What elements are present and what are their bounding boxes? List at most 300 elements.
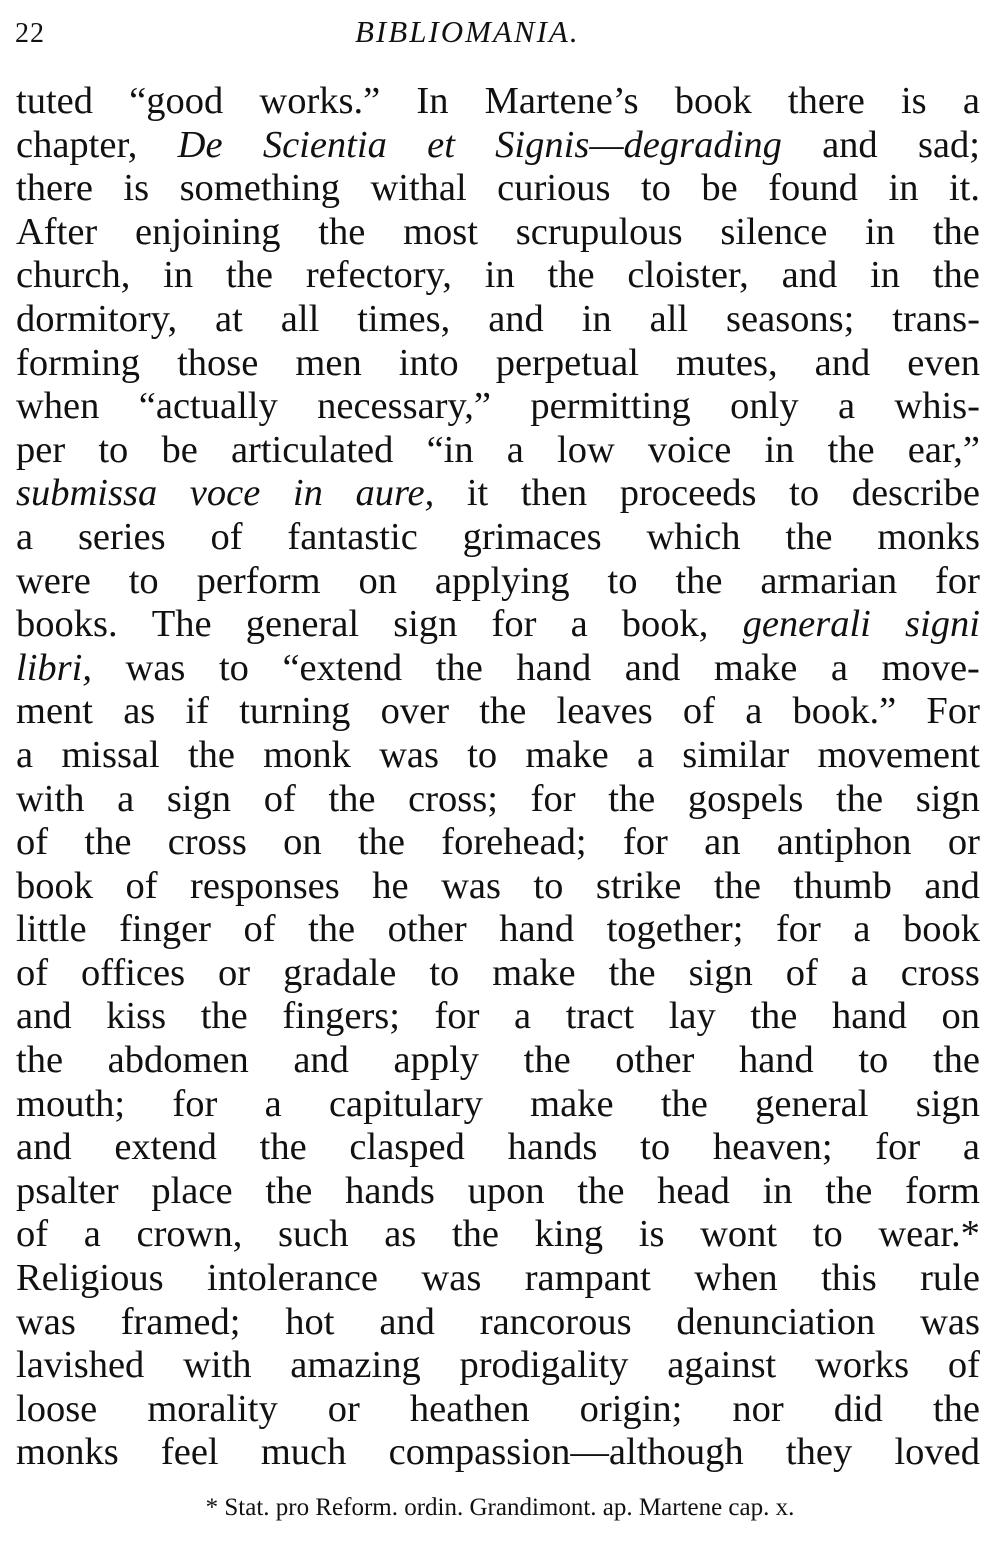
word: gospels (687, 777, 804, 820)
word: in (764, 428, 795, 471)
word: for (434, 995, 480, 1038)
word: voce (189, 472, 261, 515)
word: or (947, 821, 980, 864)
word: In (416, 80, 449, 122)
word: loose (16, 1387, 98, 1430)
word: monks (16, 1431, 119, 1474)
word: it (466, 472, 489, 515)
word: sign (915, 777, 980, 820)
word: book (674, 80, 752, 122)
word: a (636, 733, 655, 776)
word: series (77, 515, 166, 558)
word: a (962, 80, 980, 122)
word: hands (507, 1126, 598, 1169)
word: head (657, 1169, 730, 1212)
word: lay (668, 995, 716, 1038)
word: in (292, 472, 323, 515)
word: perform (196, 559, 321, 602)
word: aure (355, 472, 425, 515)
text-line (16, 1170, 980, 1214)
word: forming (16, 341, 141, 384)
word: and (624, 646, 681, 689)
word: denunciation (676, 1300, 876, 1343)
word: a (506, 428, 524, 471)
text-line (16, 778, 980, 822)
word: if (185, 690, 209, 733)
word: sad; (917, 123, 980, 166)
word: much (260, 1431, 347, 1474)
text-line (16, 1388, 980, 1432)
word: with (183, 1344, 252, 1387)
word: responses (190, 864, 340, 907)
word: or (218, 951, 251, 994)
word: be (701, 167, 738, 210)
word: something (179, 167, 340, 210)
word: feel (160, 1431, 219, 1474)
word: rule (920, 1257, 980, 1300)
word: to (218, 646, 249, 689)
word: finger (119, 908, 212, 951)
word: of (243, 908, 276, 951)
word: “actually (138, 385, 278, 428)
text-line (16, 865, 980, 909)
word: a (962, 1126, 980, 1169)
word: hands (345, 1169, 435, 1212)
word: sign (688, 951, 753, 994)
word: move- (881, 646, 980, 689)
word: of (682, 690, 715, 733)
word: the (547, 254, 595, 297)
word: applying (434, 559, 570, 602)
word: heaven; (712, 1126, 833, 1169)
body-text (16, 80, 980, 1475)
word: the (827, 428, 875, 471)
word: and (379, 1300, 435, 1343)
text-line (16, 1431, 980, 1475)
word: this (821, 1257, 877, 1300)
word: permitting (530, 385, 691, 428)
text-line (16, 952, 980, 996)
word: to (429, 951, 460, 994)
word: for (491, 603, 537, 646)
word: for (622, 821, 668, 864)
word: of (16, 951, 49, 994)
word: voice (647, 428, 732, 471)
word: a (853, 908, 871, 951)
word: all (649, 297, 689, 340)
text-line (16, 603, 980, 647)
word: works.” (259, 80, 381, 122)
word: the (357, 821, 405, 864)
text-line (16, 342, 980, 386)
word: in (865, 210, 896, 253)
word: a (264, 1082, 282, 1125)
word: when (694, 1257, 778, 1300)
word: nor (732, 1387, 784, 1430)
word: withal (370, 167, 467, 210)
word: crown, (136, 1213, 243, 1256)
word: he (372, 864, 409, 907)
word: as (123, 690, 156, 733)
word: to (467, 733, 498, 776)
word: hand (516, 646, 592, 689)
word: silence (720, 210, 828, 253)
word: generali (742, 603, 871, 646)
word: amazing (290, 1344, 421, 1387)
word: the (675, 559, 723, 602)
word: hot (285, 1300, 335, 1343)
word: abdomen (107, 1039, 249, 1082)
word: other (387, 908, 467, 951)
word: similar (682, 733, 790, 776)
word: as (384, 1213, 417, 1256)
word: the (265, 1169, 313, 1212)
running-header (15, 14, 980, 54)
word: to (789, 472, 820, 515)
word: in (870, 254, 901, 297)
word: whis- (894, 385, 980, 428)
word: and (16, 995, 72, 1038)
word: book, (621, 603, 709, 646)
text-line (16, 1126, 980, 1170)
word: low (557, 428, 615, 471)
word: rampant (524, 1257, 651, 1300)
word: monks (877, 515, 980, 558)
word: to (812, 1213, 843, 1256)
word: and (822, 123, 878, 166)
word: of (263, 777, 296, 820)
text-line (16, 908, 980, 952)
word: of (16, 821, 49, 864)
word: Scientia (262, 123, 387, 166)
word: is (123, 167, 150, 210)
word: of (16, 1213, 49, 1256)
running-title: BIBLIOMANIA. (355, 14, 580, 49)
word: curious (497, 167, 611, 210)
word: men (295, 341, 362, 384)
word: prodigality (459, 1344, 629, 1387)
word: to (128, 559, 159, 602)
text-line (16, 298, 980, 342)
word: is (900, 80, 927, 122)
word: tract (565, 995, 635, 1038)
text-line (16, 647, 980, 691)
word: apply (393, 1039, 480, 1082)
word: was (421, 1257, 482, 1300)
word: kiss (106, 995, 167, 1038)
word: and (293, 1039, 349, 1082)
text-line (16, 1039, 980, 1083)
word: then (520, 472, 588, 515)
word: heathen (409, 1387, 530, 1430)
word: make (525, 733, 609, 776)
word: such (277, 1213, 349, 1256)
word: book (902, 908, 980, 951)
word: form (905, 1169, 980, 1212)
word: a (850, 951, 868, 994)
word: was (920, 1300, 980, 1343)
word: grimaces (462, 515, 602, 558)
word: a (16, 515, 34, 558)
word: clasped (349, 1126, 465, 1169)
word: the (932, 254, 980, 297)
word: “in (426, 428, 474, 471)
word: antiphon (776, 821, 912, 864)
word: framed; (120, 1300, 241, 1343)
word: After (16, 210, 98, 253)
word: cloister, (627, 254, 749, 297)
word: the (608, 777, 656, 820)
text-line (16, 211, 980, 255)
word: —degrading (589, 123, 782, 166)
word: “good (129, 80, 224, 122)
word: the (225, 254, 274, 297)
word: thumb (793, 864, 892, 907)
word: in (163, 254, 194, 297)
word: ment (16, 690, 93, 733)
word: make (713, 646, 798, 689)
word: The (151, 603, 212, 646)
text-line (16, 1344, 980, 1388)
word: dormitory, (16, 297, 178, 340)
word: signi (905, 603, 980, 646)
word: the (785, 515, 833, 558)
word: mutes, (676, 341, 778, 384)
word: or (327, 1387, 360, 1430)
word: was (441, 864, 501, 907)
word: turning (239, 690, 351, 733)
word: loved (894, 1431, 980, 1474)
word: enjoining (135, 210, 281, 253)
word: to (640, 1126, 671, 1169)
word: the (608, 951, 656, 994)
word: on (283, 821, 322, 864)
word: for (775, 908, 821, 951)
word: on (358, 559, 397, 602)
text-line (16, 560, 980, 604)
word: proceeds (619, 472, 757, 515)
word: necessary,” (317, 385, 491, 428)
word: the (435, 646, 483, 689)
word: did (833, 1387, 883, 1430)
word: place (151, 1169, 233, 1212)
word: of (125, 864, 158, 907)
word: the (328, 777, 376, 820)
word: in (888, 167, 919, 210)
word: on (941, 995, 980, 1038)
word: mouth; (16, 1082, 126, 1125)
word: armarian (760, 559, 898, 602)
word: the (932, 1387, 980, 1430)
word: of (947, 1344, 980, 1387)
word: over (380, 690, 450, 733)
word: psalter (16, 1169, 119, 1212)
word: upon (467, 1169, 545, 1212)
text-line (16, 1257, 980, 1301)
word: wont (700, 1213, 778, 1256)
word: the (523, 1039, 571, 1082)
word: was (16, 1300, 76, 1343)
word: an (704, 821, 741, 864)
word: the (932, 1039, 980, 1082)
word: make (530, 1082, 614, 1125)
text-line (16, 385, 980, 429)
word: the (451, 1213, 499, 1256)
word: intolerance (207, 1257, 379, 1300)
word: seasons; (726, 297, 855, 340)
word: the (308, 908, 356, 951)
word: the (825, 1169, 873, 1212)
word: the (84, 821, 132, 864)
word: describe (851, 472, 980, 515)
word: to (640, 167, 671, 210)
word: a (745, 690, 763, 733)
text-line (16, 1213, 980, 1257)
word: only (730, 385, 799, 428)
word: Martene’s (484, 80, 639, 122)
word: For (926, 690, 980, 733)
word: cross (900, 951, 980, 994)
text-line (16, 429, 980, 473)
word: rancorous (479, 1300, 632, 1343)
word: and (814, 341, 871, 384)
text-line (16, 821, 980, 865)
word: and (924, 864, 980, 907)
word: even (907, 341, 980, 384)
word: scrupulous (515, 210, 683, 253)
word: they (785, 1431, 853, 1474)
word: to (858, 1039, 889, 1082)
word: and (488, 297, 544, 340)
word: when (16, 385, 100, 428)
page-number: 22 (15, 18, 45, 49)
word: the (479, 690, 527, 733)
word: gradale (283, 951, 397, 994)
word: libri (16, 646, 83, 689)
word: refectory, (305, 254, 452, 297)
word: fantastic (287, 515, 418, 558)
word: to (98, 428, 129, 471)
word: the (750, 995, 798, 1038)
word: at (215, 297, 243, 340)
word: wear.* (878, 1213, 980, 1256)
word: little (16, 908, 87, 951)
word: hand (832, 995, 907, 1038)
word: strike (595, 864, 682, 907)
word: articulated (230, 428, 394, 471)
word: hand (499, 908, 575, 951)
text-line (16, 124, 980, 168)
word: there (16, 167, 93, 210)
word: cross (167, 821, 247, 864)
word: the (259, 1126, 307, 1169)
word: cross; (408, 777, 498, 820)
word: king (534, 1213, 604, 1256)
word: in (581, 297, 612, 340)
word: in (762, 1169, 793, 1212)
text-line (16, 734, 980, 778)
word: movement (817, 733, 980, 776)
word: times, (357, 297, 451, 340)
word: the (836, 777, 884, 820)
word: all (280, 297, 320, 340)
word: offices (81, 951, 186, 994)
word: church, (16, 254, 131, 297)
text-line (16, 472, 980, 516)
word: Signis (495, 123, 590, 166)
text-line (16, 80, 980, 124)
word: et (427, 123, 455, 166)
word: be (161, 428, 198, 471)
word: monk (263, 733, 351, 776)
word: to (533, 864, 564, 907)
footnote: * Stat. pro Reform. ordin. Grandimont. ap. Martene cap. x. (205, 1494, 795, 1521)
word: lavished (16, 1344, 145, 1387)
word: the (16, 1039, 64, 1082)
word: the (660, 1082, 708, 1125)
word: books. (16, 603, 118, 646)
word: trans- (892, 297, 980, 340)
text-line (16, 1301, 980, 1345)
word: and (781, 254, 838, 297)
word: De (177, 123, 223, 166)
word: works (815, 1344, 910, 1387)
word: together; (606, 908, 744, 951)
word: make (492, 951, 576, 994)
word: the (318, 210, 366, 253)
word: fingers; (282, 995, 400, 1038)
word: the (713, 864, 761, 907)
word: perpetual (495, 341, 639, 384)
word: of (210, 515, 243, 558)
word: is (638, 1213, 665, 1256)
word: other (615, 1039, 695, 1082)
text-line (16, 254, 980, 298)
word: chapter, (16, 123, 138, 166)
word: a (514, 995, 532, 1038)
word: a (830, 646, 848, 689)
word: morality (147, 1387, 278, 1430)
word: submissa (16, 472, 158, 515)
word: , (82, 646, 92, 689)
word: a (117, 777, 135, 820)
word: sign (915, 1082, 980, 1125)
word: hand (738, 1039, 814, 1082)
text-line (16, 690, 980, 734)
word: which (646, 515, 741, 558)
word: were (16, 559, 91, 602)
word: to (607, 559, 638, 602)
word: a (83, 1213, 101, 1256)
text-line (16, 1083, 980, 1127)
word: origin; (579, 1387, 683, 1430)
word: a (570, 603, 588, 646)
word: sign (393, 603, 458, 646)
word: the (577, 1169, 625, 1212)
word: and (16, 1126, 72, 1169)
word: compassion—although (388, 1431, 744, 1474)
word: most (403, 210, 478, 253)
word: sign (166, 777, 232, 820)
word: for (875, 1126, 921, 1169)
word: , (424, 472, 435, 515)
word: book.” (792, 690, 897, 733)
word: was (379, 733, 439, 776)
word: was (125, 646, 186, 689)
word: capitulary (328, 1082, 483, 1125)
word: per (16, 428, 66, 471)
word: the (932, 210, 980, 253)
